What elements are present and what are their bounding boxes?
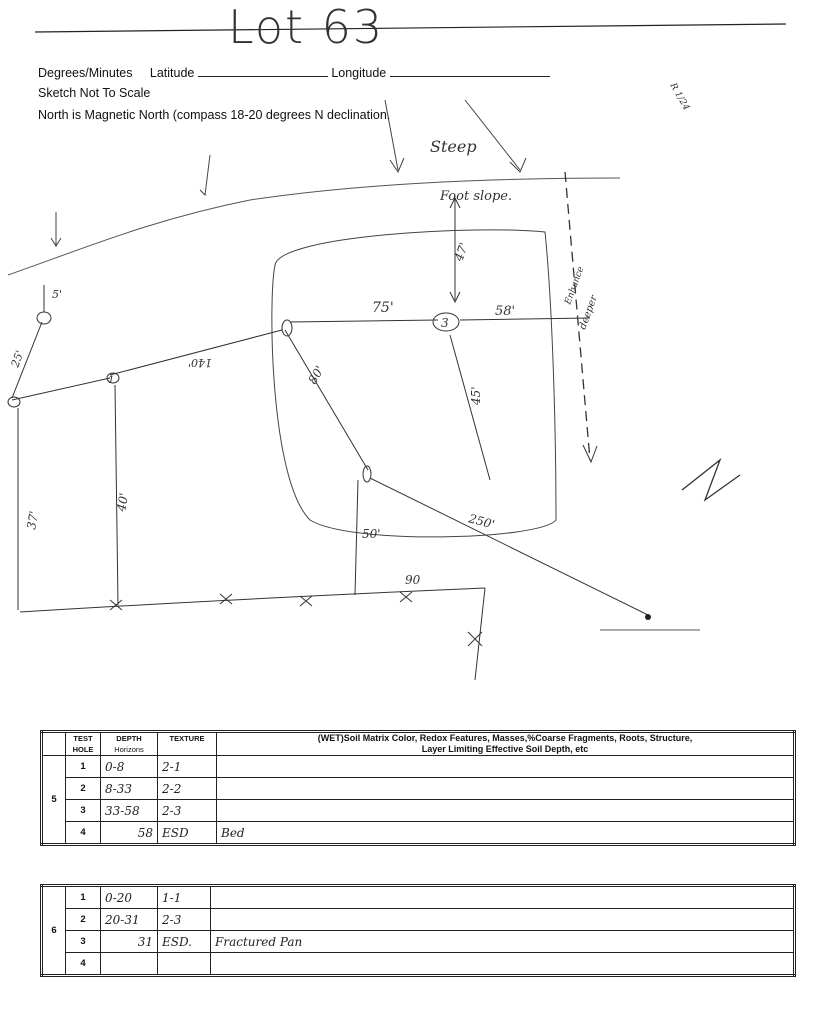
depth-cell[interactable]: 33-58 [101,800,158,822]
header-rule [35,24,786,32]
line-75 [290,320,438,322]
dim-58: 58' [495,304,516,319]
test-hole-d [8,397,20,407]
row-number: 1 [66,886,101,909]
road-line [20,588,485,612]
test-hole-header: TEST HOLE [66,732,101,756]
table-row [42,931,795,953]
longitude-field[interactable] [390,64,550,77]
texture-header: TEXTURE [158,732,217,756]
row-number: 1 [66,756,101,778]
texture-cell[interactable]: 2-2 [158,778,217,800]
dim-40: 40' [114,491,132,513]
dim-250: 250' [467,511,497,532]
table-row [42,886,795,909]
table-row [42,953,795,976]
soil-log-table-6 [40,884,796,977]
flow-arrow-1 [200,155,210,195]
line-left [12,378,110,400]
line-down [450,335,490,480]
test-hole-c [37,312,51,324]
depth-cell[interactable]: 20-31 [101,909,158,931]
depth-cell[interactable]: 58 [101,822,158,845]
dim-80: 80' [305,363,327,387]
line-250 [370,478,648,615]
corner-marker [645,614,651,620]
north-symbol [682,460,740,500]
reviewer-stamp: R 1/24 [667,81,691,113]
table-row [42,822,795,845]
north-note: North is Magnetic North (compass 18-20 degrees N declination. [38,108,391,122]
description-cell[interactable] [211,886,795,909]
dim-45: 45' [469,386,483,405]
deeper-label: deeper [577,294,600,332]
texture-cell[interactable]: 2-1 [158,756,217,778]
group-number: 5 [42,756,66,845]
flow-arrow-4 [51,212,61,246]
dim-25: 25' [8,348,27,370]
hole-1-number: 1 [108,375,115,386]
row-number: 3 [66,931,101,953]
group-header-cell [42,732,66,756]
row-number: 3 [66,800,101,822]
dim-5: 5' [52,288,63,301]
dim-47: 47' [451,240,472,264]
dim-75: 75' [372,300,394,316]
table-row [42,909,795,931]
depth-cell[interactable] [101,953,158,976]
description-cell[interactable]: Bed [217,822,795,845]
row-number: 4 [66,953,101,976]
enhance-label: Enhance [563,265,587,307]
depth-cell[interactable]: 8-33 [101,778,158,800]
line-80 [285,330,368,470]
description-cell[interactable] [211,953,795,976]
dim-140: 140' [187,356,212,369]
latitude-label: Latitude [149,66,195,80]
dim-37: 37' [24,509,42,531]
lot-title: Lot 63 [228,0,385,54]
texture-cell[interactable]: 1-1 [158,886,211,909]
coords-label: Degrees/Minutes [38,66,133,80]
slope-line [8,178,620,275]
fence-marks [110,592,482,646]
flow-arrow-3 [465,100,526,172]
scale-note: Sketch Not To Scale [38,86,151,100]
dim-50: 50' [362,527,381,541]
row-number: 2 [66,909,101,931]
table-row [42,800,795,822]
depth-cell[interactable]: 31 [101,931,158,953]
hole-3-number: 3 [441,316,449,330]
row-number: 4 [66,822,101,845]
description-cell[interactable]: Fractured Pan [211,931,795,953]
depth-cell[interactable]: 0-20 [101,886,158,909]
coords-line [38,64,550,80]
soil-log-table-5 [40,730,796,846]
depth-header: DEPTH Horizons [101,732,158,756]
row-number: 2 [66,778,101,800]
texture-cell[interactable] [158,953,211,976]
texture-cell[interactable]: ESD [158,822,217,845]
depth-cell[interactable]: 0-8 [101,756,158,778]
foot-slope-label: Foot slope. [440,189,513,204]
table-row [42,756,795,778]
dashed-arrowhead [583,445,597,462]
table-row [42,778,795,800]
latitude-field[interactable] [198,64,328,77]
steep-label: Steep [430,137,477,156]
description-cell[interactable] [217,756,795,778]
longitude-label: Longitude [331,66,387,80]
texture-cell[interactable]: 2-3 [158,800,217,822]
texture-cell[interactable]: ESD. [158,931,211,953]
texture-cell[interactable]: 2-3 [158,909,211,931]
line-50 [355,480,358,595]
dim-90: 90 [405,573,421,587]
description-cell[interactable] [217,800,795,822]
description-header: (WET)Soil Matrix Color, Redox Features, Masses,%Coarse Fragments, Roots, Structure, Layer Limiting Effective Soil Depth, etc [217,732,795,756]
group-number: 6 [42,886,66,976]
line-58 [460,318,590,320]
description-cell[interactable] [211,909,795,931]
description-cell[interactable] [217,778,795,800]
